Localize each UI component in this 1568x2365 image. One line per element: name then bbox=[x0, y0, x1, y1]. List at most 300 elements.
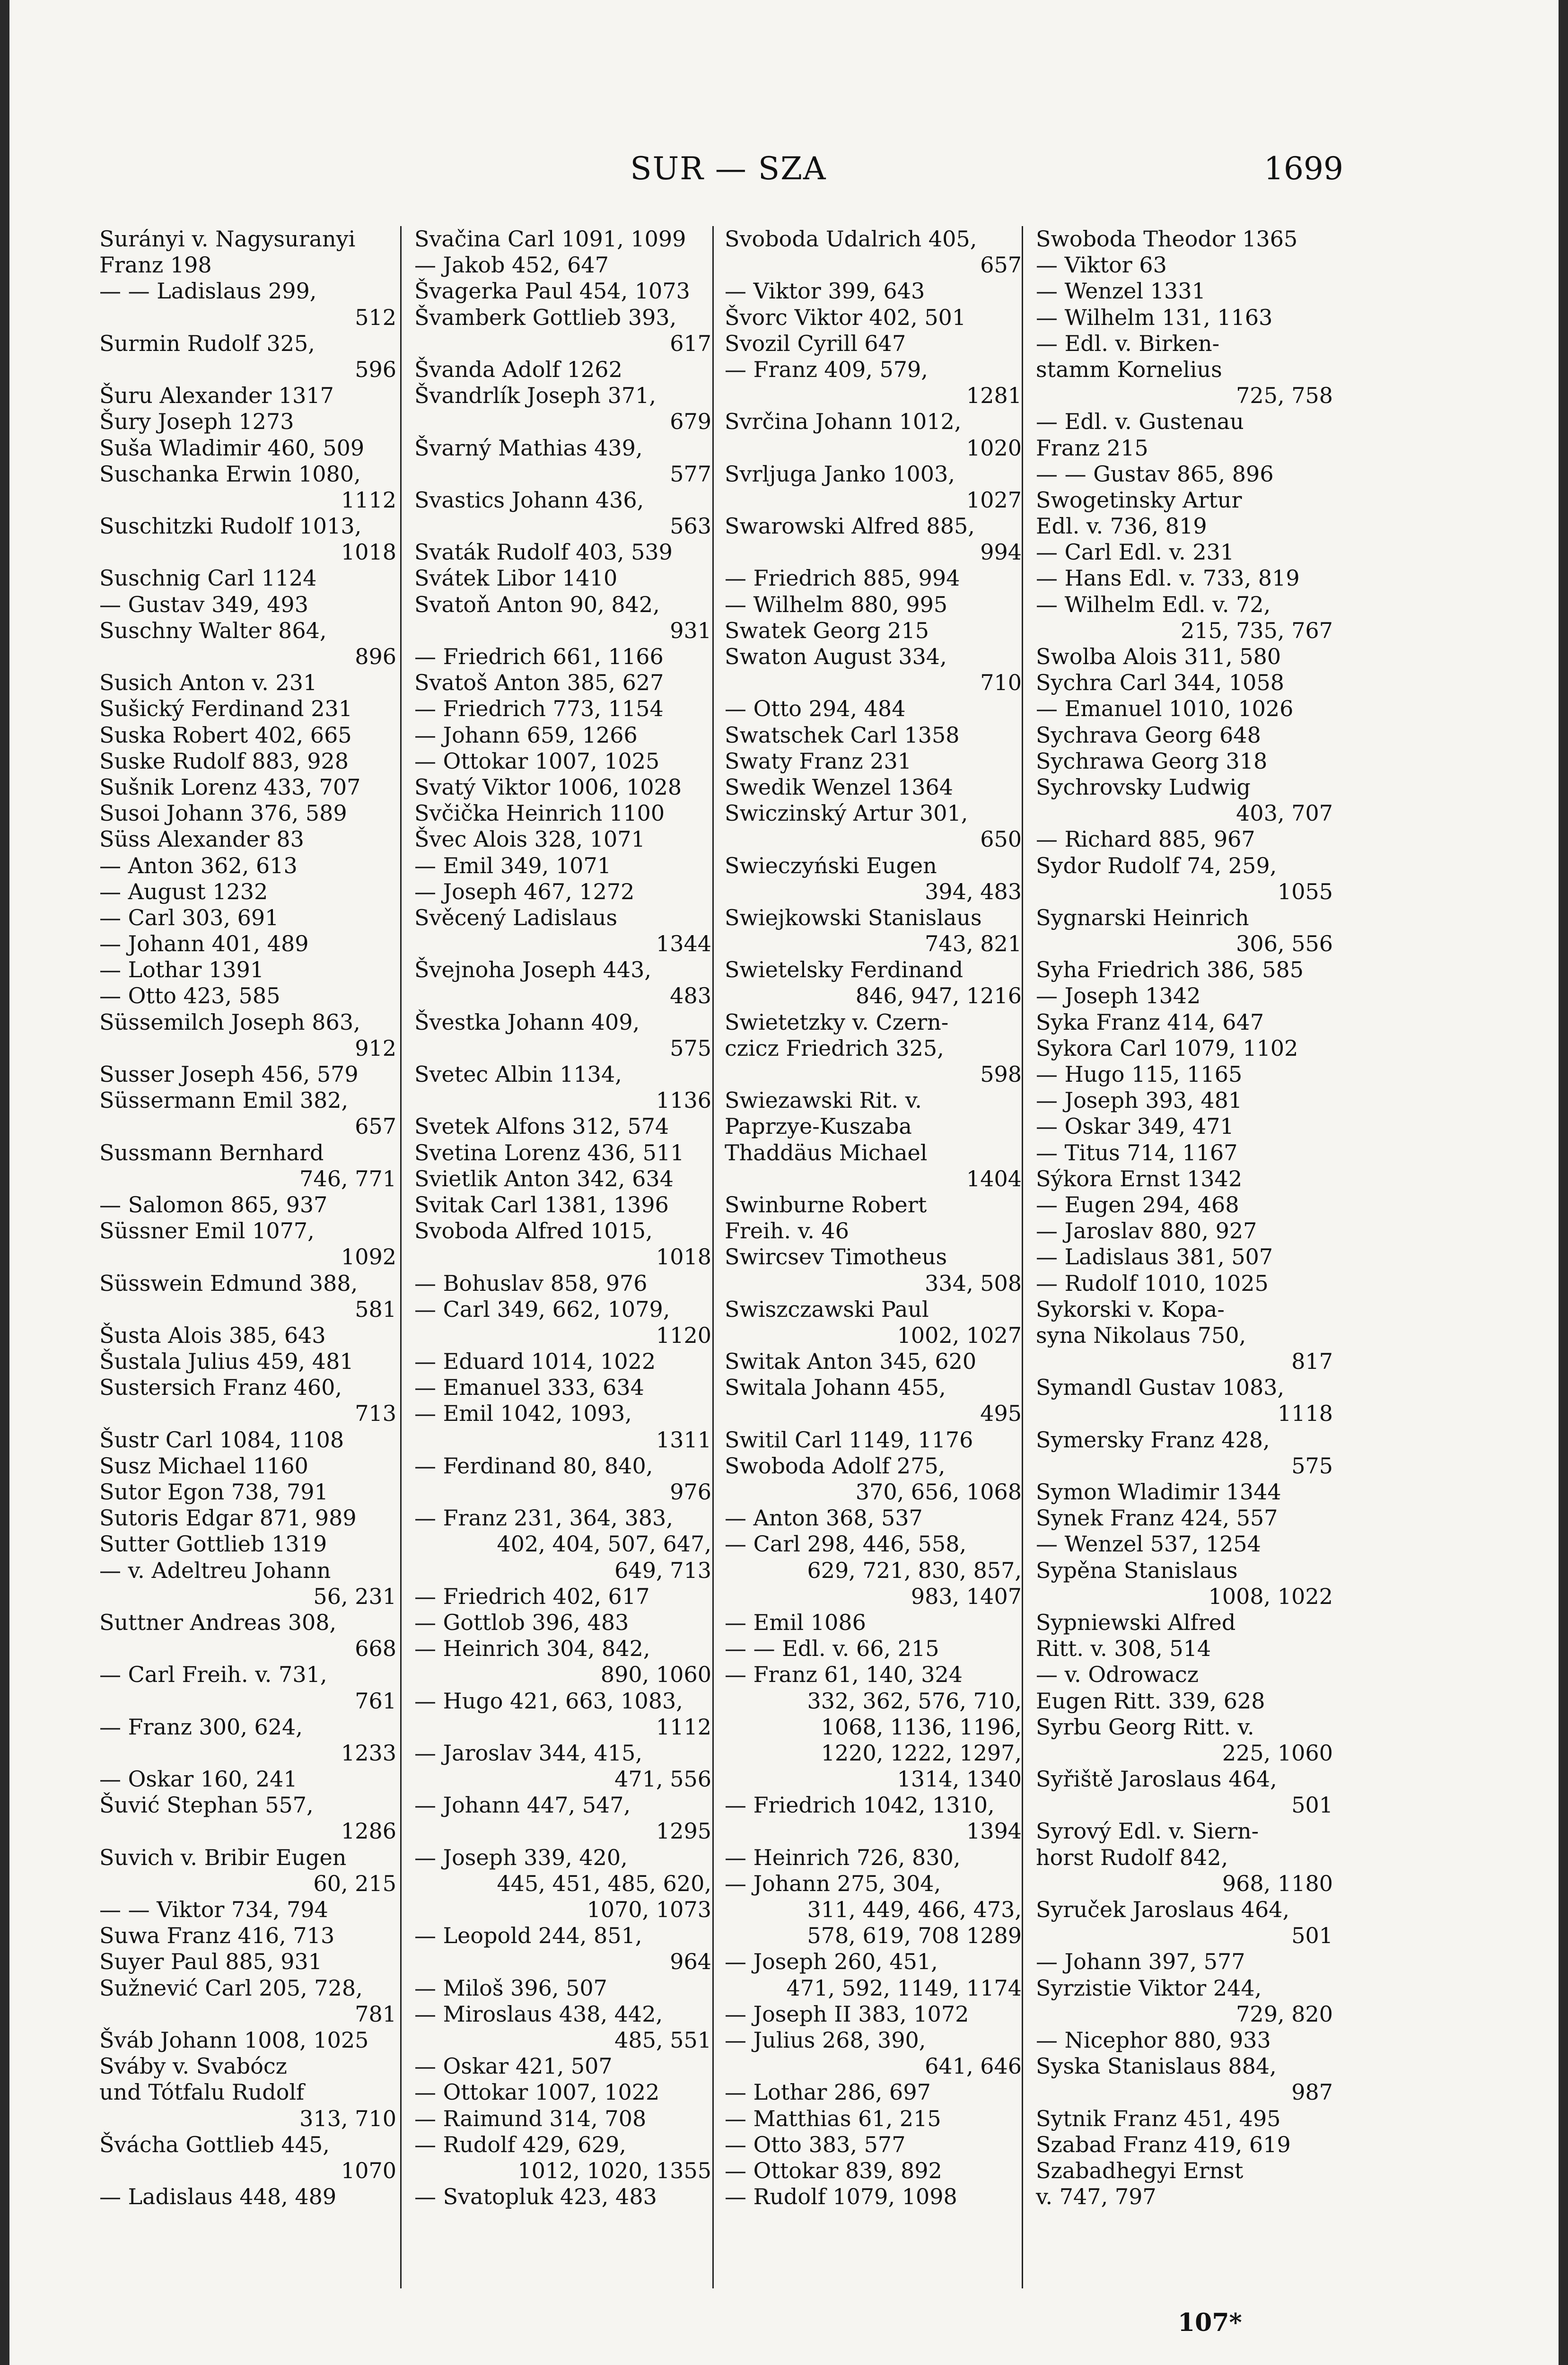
entry-line: — Gottlob 396, 483 bbox=[414, 1609, 629, 1635]
entry-line: Swoboda Theodor 1365 bbox=[1036, 226, 1298, 252]
entry-line: Svatý Viktor 1006, 1028 bbox=[414, 774, 682, 800]
entry-line: — Friedrich 773, 1154 bbox=[414, 696, 664, 722]
entry-line: — Bohuslav 858, 976 bbox=[414, 1270, 648, 1296]
entry-line: Surmin Rudolf 325, bbox=[99, 330, 315, 356]
entry-line: Svetek Alfons 312, 574 bbox=[414, 1113, 669, 1139]
entry-line: — Franz 300, 624, bbox=[99, 1714, 303, 1740]
entry-line: — Heinrich 726, 830, bbox=[725, 1844, 961, 1870]
entry-line: Eugen Ritt. 339, 628 bbox=[1036, 1688, 1265, 1714]
entry-line: Syrzistie Viktor 244, bbox=[1036, 1975, 1262, 2001]
entry-line: Süss Alexander 83 bbox=[99, 826, 304, 852]
entry-line: Franz 198 bbox=[99, 252, 212, 278]
entry-line: — Ladislaus 448, 489 bbox=[99, 2184, 337, 2210]
entry-line: 896 bbox=[355, 644, 396, 669]
entry-line: 311, 449, 466, 473, bbox=[807, 1897, 1022, 1922]
entry-line: — Friedrich 885, 994 bbox=[725, 565, 960, 591]
entry-line: Svčička Heinrich 1100 bbox=[414, 800, 665, 826]
entry-line: Sychra Carl 344, 1058 bbox=[1036, 670, 1284, 696]
entry-line: 912 bbox=[355, 1035, 396, 1061]
entry-line: — Hugo 115, 1165 bbox=[1036, 1061, 1243, 1087]
entry-line: 313, 710 bbox=[299, 2105, 396, 2131]
entry-line: 575 bbox=[670, 1035, 711, 1061]
entry-line: — — Viktor 734, 794 bbox=[99, 1897, 328, 1922]
entry-line: 403, 707 bbox=[1236, 800, 1333, 826]
entry-line: Šuvić Stephan 557, bbox=[99, 1792, 314, 1818]
page-title: SUR — SZA bbox=[630, 150, 827, 187]
entry-line: Syruček Jaroslaus 464, bbox=[1036, 1897, 1290, 1922]
entry-line: Svozil Cyrill 647 bbox=[725, 330, 906, 356]
entry-line: — Carl 303, 691 bbox=[99, 904, 279, 930]
entry-line: Symandl Gustav 1083, bbox=[1036, 1375, 1285, 1401]
entry-line: 306, 556 bbox=[1236, 931, 1333, 957]
entry-line: Sychrawa Georg 318 bbox=[1036, 748, 1268, 774]
entry-line: v. 747, 797 bbox=[1036, 2184, 1156, 2210]
entry-line: 1118 bbox=[1277, 1401, 1333, 1427]
entry-line: Swatschek Carl 1358 bbox=[725, 722, 960, 748]
entry-line: — Leopold 244, 851, bbox=[414, 1923, 642, 1949]
entry-line: Swietelsky Ferdinand bbox=[725, 957, 964, 983]
entry-line: — Lothar 286, 697 bbox=[725, 2079, 931, 2105]
entry-line: 1295 bbox=[656, 1818, 711, 1844]
entry-line: Sužnević Carl 205, 728, bbox=[99, 1975, 363, 2001]
entry-line: Suyer Paul 885, 931 bbox=[99, 1949, 323, 1975]
entry-line: 994 bbox=[980, 539, 1022, 565]
entry-line: Svrčina Johann 1012, bbox=[725, 409, 962, 435]
entry-line: 657 bbox=[980, 252, 1022, 278]
entry-line: Suska Robert 402, 665 bbox=[99, 722, 352, 748]
entry-line: — Rudolf 1079, 1098 bbox=[725, 2184, 957, 2210]
entry-line: — Otto 294, 484 bbox=[725, 696, 906, 722]
entry-line: 617 bbox=[670, 330, 711, 356]
entry-line: — v. Adeltreu Johann bbox=[99, 1557, 331, 1583]
entry-line: — Julius 268, 390, bbox=[725, 2027, 926, 2053]
entry-line: 1394 bbox=[966, 1818, 1022, 1844]
entry-line: 761 bbox=[355, 1688, 396, 1714]
entry-line: Suschitzki Rudolf 1013, bbox=[99, 513, 362, 539]
entry-line: 1068, 1136, 1196, bbox=[821, 1714, 1022, 1740]
entry-line: 563 bbox=[670, 513, 711, 539]
entry-line: Suwa Franz 416, 713 bbox=[99, 1923, 335, 1949]
entry-line: — Joseph 467, 1272 bbox=[414, 878, 635, 904]
entry-line: — Jaroslav 880, 927 bbox=[1036, 1218, 1257, 1244]
entry-line: — Raimund 314, 708 bbox=[414, 2105, 647, 2131]
entry-line: Surányi v. Nagysuranyi bbox=[99, 226, 356, 252]
entry-line: — Viktor 399, 643 bbox=[725, 278, 925, 304]
entry-line: Suschny Walter 864, bbox=[99, 617, 327, 643]
entry-line: — Edl. v. Birken- bbox=[1036, 330, 1220, 356]
entry-line: Švácha Gottlieb 445, bbox=[99, 2131, 330, 2157]
page-number: 1699 bbox=[1264, 150, 1343, 187]
entry-line: — Oskar 160, 241 bbox=[99, 1766, 298, 1792]
entry-line: 657 bbox=[355, 1113, 396, 1139]
entry-line: 1002, 1027 bbox=[897, 1322, 1022, 1348]
entry-line: 1112 bbox=[341, 487, 396, 513]
entry-line: 501 bbox=[1291, 1792, 1333, 1818]
entry-line: 1020 bbox=[966, 435, 1022, 461]
entry-line: — Ladislaus 381, 507 bbox=[1036, 1244, 1273, 1270]
entry-line: 743, 821 bbox=[925, 931, 1022, 957]
entry-line: Syrbu Georg Ritt. v. bbox=[1036, 1714, 1254, 1740]
entry-line: Sykorski v. Kopa- bbox=[1036, 1296, 1225, 1322]
entry-line: Šusta Alois 385, 643 bbox=[99, 1322, 326, 1348]
entry-line: Svoboda Alfred 1015, bbox=[414, 1218, 653, 1244]
entry-line: 629, 721, 830, 857, bbox=[807, 1557, 1022, 1583]
entry-line: Šuru Alexander 1317 bbox=[99, 383, 334, 409]
entry-line: 485, 551 bbox=[614, 2027, 711, 2053]
entry-line: — Jaroslav 344, 415, bbox=[414, 1740, 642, 1766]
entry-line: Sutter Gottlieb 1319 bbox=[99, 1531, 327, 1557]
entry-line: — Viktor 63 bbox=[1036, 252, 1167, 278]
entry-line: Susser Joseph 456, 579 bbox=[99, 1061, 359, 1087]
entry-line: Švestka Johann 409, bbox=[414, 1009, 640, 1035]
entry-line: Swiczinský Artur 301, bbox=[725, 800, 968, 826]
entry-line: 402, 404, 507, 647, bbox=[497, 1531, 711, 1557]
entry-line: — Carl Edl. v. 231 bbox=[1036, 539, 1235, 565]
entry-line: 483 bbox=[670, 983, 711, 1009]
entry-line: — Emil 1086 bbox=[725, 1609, 866, 1635]
entry-line: Sussmann Bernhard bbox=[99, 1139, 324, 1165]
entry-line: Suske Rudolf 883, 928 bbox=[99, 748, 349, 774]
entry-line: 931 bbox=[670, 617, 711, 643]
entry-line: 1220, 1222, 1297, bbox=[821, 1740, 1022, 1766]
entry-line: — Johann 397, 577 bbox=[1036, 1949, 1245, 1975]
entry-line: 578, 619, 708 1289 bbox=[807, 1923, 1022, 1949]
entry-line: 575 bbox=[1291, 1453, 1333, 1479]
entry-line: 1314, 1340 bbox=[897, 1766, 1022, 1792]
entry-line: — Emanuel 333, 634 bbox=[414, 1375, 644, 1401]
entry-line: 215, 735, 767 bbox=[1181, 617, 1333, 643]
entry-line: Swaton August 334, bbox=[725, 644, 947, 669]
entry-line: Suvich v. Bribir Eugen bbox=[99, 1844, 347, 1870]
entry-line: Syrový Edl. v. Siern- bbox=[1036, 1818, 1259, 1844]
column-divider bbox=[400, 226, 402, 2288]
entry-line: 1070, 1073 bbox=[587, 1897, 711, 1922]
entry-line: Franz 215 bbox=[1036, 435, 1148, 461]
entry-line: — — Edl. v. 66, 215 bbox=[725, 1636, 939, 1662]
entry-line: — Joseph 1342 bbox=[1036, 983, 1201, 1009]
entry-line: 1311 bbox=[656, 1427, 711, 1453]
column-divider bbox=[712, 226, 714, 2288]
entry-line: Symon Wladimir 1344 bbox=[1036, 1479, 1281, 1505]
entry-line: Suschnig Carl 1124 bbox=[99, 565, 317, 591]
entry-line: Switil Carl 1149, 1176 bbox=[725, 1427, 973, 1453]
column-3 bbox=[725, 226, 1022, 2210]
entry-line: 577 bbox=[670, 461, 711, 487]
entry-line: — Joseph 339, 420, bbox=[414, 1844, 628, 1870]
entry-line: Symersky Franz 428, bbox=[1036, 1427, 1270, 1453]
entry-line: 641, 646 bbox=[925, 2053, 1022, 2079]
entry-line: Sydor Rudolf 74, 259, bbox=[1036, 852, 1277, 878]
entry-line: — Heinrich 304, 842, bbox=[414, 1636, 650, 1662]
entry-line: 781 bbox=[355, 2001, 396, 2027]
entry-line: Sutor Egon 738, 791 bbox=[99, 1479, 328, 1505]
entry-line: Susich Anton v. 231 bbox=[99, 670, 317, 696]
entry-line: 495 bbox=[980, 1401, 1022, 1427]
entry-line: Šustala Julius 459, 481 bbox=[99, 1349, 354, 1375]
entry-line: 332, 362, 576, 710, bbox=[807, 1688, 1022, 1714]
entry-line: Süsswein Edmund 388, bbox=[99, 1270, 358, 1296]
entry-line: 60, 215 bbox=[313, 1870, 396, 1896]
entry-line: — Gustav 349, 493 bbox=[99, 591, 308, 617]
entry-line: 1018 bbox=[341, 539, 396, 565]
entry-line: 370, 656, 1068 bbox=[855, 1479, 1022, 1505]
entry-line: — Eduard 1014, 1022 bbox=[414, 1349, 656, 1375]
entry-line: — Otto 423, 585 bbox=[99, 983, 280, 1009]
entry-line: — Emanuel 1010, 1026 bbox=[1036, 696, 1294, 722]
entry-line: Svaták Rudolf 403, 539 bbox=[414, 539, 673, 565]
entry-line: 710 bbox=[980, 670, 1022, 696]
entry-line: Švarný Mathias 439, bbox=[414, 435, 643, 461]
entry-line: 968, 1180 bbox=[1222, 1870, 1333, 1896]
entry-line: — Ottokar 839, 892 bbox=[725, 2157, 942, 2183]
entry-line: — Anton 368, 537 bbox=[725, 1505, 923, 1531]
entry-line: 650 bbox=[980, 826, 1022, 852]
entry-line: Svatoň Anton 90, 842, bbox=[414, 591, 660, 617]
entry-line: — Carl 349, 662, 1079, bbox=[414, 1296, 670, 1322]
entry-line: 1055 bbox=[1277, 878, 1333, 904]
entry-line: 1281 bbox=[966, 383, 1022, 409]
entry-line: — Johann 659, 1266 bbox=[414, 722, 638, 748]
entry-line: Svátek Libor 1410 bbox=[414, 565, 618, 591]
column-2 bbox=[414, 226, 711, 2210]
entry-line: 1027 bbox=[966, 487, 1022, 513]
entry-line: 512 bbox=[355, 304, 396, 330]
entry-line: — Rudolf 429, 629, bbox=[414, 2131, 626, 2157]
entry-line: — Oskar 349, 471 bbox=[1036, 1113, 1234, 1139]
entry-line: Paprzye-Kuszaba bbox=[725, 1113, 912, 1139]
directory-page bbox=[9, 0, 1559, 2365]
entry-line: 1018 bbox=[656, 1244, 711, 1270]
entry-line: Švagerka Paul 454, 1073 bbox=[414, 278, 690, 304]
entry-line: Sytnik Franz 451, 495 bbox=[1036, 2105, 1281, 2131]
entry-line: — Hugo 421, 663, 1083, bbox=[414, 1688, 683, 1714]
entry-line: — Otto 383, 577 bbox=[725, 2131, 906, 2157]
entry-line: Syska Stanislaus 884, bbox=[1036, 2053, 1277, 2079]
entry-line: Swietetzky v. Czern- bbox=[725, 1009, 949, 1035]
entry-line: Svetec Albin 1134, bbox=[414, 1061, 622, 1087]
entry-line: 713 bbox=[355, 1401, 396, 1427]
entry-line: 1112 bbox=[656, 1714, 711, 1740]
entry-line: Swieczyński Eugen bbox=[725, 852, 937, 878]
entry-line: — Emil 349, 1071 bbox=[414, 852, 611, 878]
entry-line: Šustr Carl 1084, 1108 bbox=[99, 1427, 344, 1453]
entry-line: — Emil 1042, 1093, bbox=[414, 1401, 632, 1427]
entry-line: Swaty Franz 231 bbox=[725, 748, 912, 774]
entry-line: und Tótfalu Rudolf bbox=[99, 2079, 305, 2105]
entry-line: Swiszczawski Paul bbox=[725, 1296, 929, 1322]
entry-line: — Hans Edl. v. 733, 819 bbox=[1036, 565, 1300, 591]
entry-line: — Friedrich 661, 1166 bbox=[414, 644, 664, 669]
entry-line: 581 bbox=[355, 1296, 396, 1322]
entry-line: — Wilhelm Edl. v. 72, bbox=[1036, 591, 1271, 617]
entry-line: 1233 bbox=[341, 1740, 396, 1766]
entry-line: Szabadhegyi Ernst bbox=[1036, 2157, 1244, 2183]
entry-line: Thaddäus Michael bbox=[725, 1139, 928, 1165]
entry-line: — Miloš 396, 507 bbox=[414, 1975, 607, 2001]
entry-line: Süssner Emil 1077, bbox=[99, 1218, 315, 1244]
entry-line: 729, 820 bbox=[1236, 2001, 1333, 2027]
entry-line: 725, 758 bbox=[1236, 383, 1333, 409]
entry-line: Freih. v. 46 bbox=[725, 1218, 850, 1244]
entry-line: 501 bbox=[1291, 1923, 1333, 1949]
entry-line: 1404 bbox=[966, 1165, 1022, 1191]
entry-line: Swedik Wenzel 1364 bbox=[725, 774, 953, 800]
entry-line: Süssemilch Joseph 863, bbox=[99, 1009, 360, 1035]
entry-line: Swatek Georg 215 bbox=[725, 617, 929, 643]
entry-line: Switala Johann 455, bbox=[725, 1375, 946, 1401]
entry-line: Svietlik Anton 342, 634 bbox=[414, 1165, 674, 1191]
entry-line: stamm Kornelius bbox=[1036, 356, 1222, 382]
entry-line: — Edl. v. Gustenau bbox=[1036, 409, 1244, 435]
entry-line: — Franz 61, 140, 324 bbox=[725, 1662, 963, 1688]
entry-line: Sykora Carl 1079, 1102 bbox=[1036, 1035, 1298, 1061]
column-divider bbox=[1022, 226, 1023, 2288]
entry-line: 225, 1060 bbox=[1222, 1740, 1333, 1766]
entry-line: 394, 483 bbox=[925, 878, 1022, 904]
entry-line: Swircsev Timotheus bbox=[725, 1244, 947, 1270]
entry-line: Sygnarski Heinrich bbox=[1036, 904, 1249, 930]
printer-signature: 107* bbox=[1178, 2308, 1242, 2337]
entry-line: — Salomon 865, 937 bbox=[99, 1191, 328, 1218]
entry-line: Svěcený Ladislaus bbox=[414, 904, 618, 930]
entry-line: — Jakob 452, 647 bbox=[414, 252, 609, 278]
entry-line: 598 bbox=[980, 1061, 1022, 1087]
entry-line: Ritt. v. 308, 514 bbox=[1036, 1636, 1211, 1662]
entry-line: 976 bbox=[670, 1479, 711, 1505]
entry-line: — Franz 409, 579, bbox=[725, 356, 928, 382]
entry-line: Svačina Carl 1091, 1099 bbox=[414, 226, 686, 252]
entry-line: 679 bbox=[670, 409, 711, 435]
entry-line: Switak Anton 345, 620 bbox=[725, 1349, 977, 1375]
entry-line: — Joseph 260, 451, bbox=[725, 1949, 938, 1975]
entry-line: — Johann 401, 489 bbox=[99, 931, 309, 957]
entry-line: Sypniewski Alfred bbox=[1036, 1609, 1236, 1635]
entry-line: — Ottokar 1007, 1025 bbox=[414, 748, 660, 774]
entry-line: Syka Franz 414, 647 bbox=[1036, 1009, 1264, 1035]
entry-line: — Matthias 61, 215 bbox=[725, 2105, 941, 2131]
entry-line: — — Ladislaus 299, bbox=[99, 278, 317, 304]
entry-line: 746, 771 bbox=[299, 1165, 396, 1191]
entry-line: — Joseph 393, 481 bbox=[1036, 1087, 1243, 1113]
entry-line: — Franz 231, 364, 383, bbox=[414, 1505, 673, 1531]
entry-line: Swoboda Adolf 275, bbox=[725, 1453, 946, 1479]
entry-line: — Ottokar 1007, 1022 bbox=[414, 2079, 660, 2105]
entry-line: Švorc Viktor 402, 501 bbox=[725, 304, 966, 330]
entry-line: — v. Odrowacz bbox=[1036, 1662, 1199, 1688]
entry-line: 445, 451, 485, 620, bbox=[497, 1870, 711, 1896]
entry-line: czicz Friedrich 325, bbox=[725, 1035, 944, 1061]
entry-line: Švec Alois 328, 1071 bbox=[414, 826, 645, 852]
entry-line: Swolba Alois 311, 580 bbox=[1036, 644, 1281, 669]
entry-line: — Friedrich 402, 617 bbox=[414, 1583, 650, 1609]
entry-line: 846, 947, 1216 bbox=[855, 983, 1022, 1009]
entry-line: — August 1232 bbox=[99, 878, 268, 904]
entry-line: — Lothar 1391 bbox=[99, 957, 264, 983]
entry-line: 471, 556 bbox=[614, 1766, 711, 1792]
entry-line: Sušnik Lorenz 433, 707 bbox=[99, 774, 361, 800]
entry-line: — Oskar 421, 507 bbox=[414, 2053, 613, 2079]
entry-line: — Carl 298, 446, 558, bbox=[725, 1531, 967, 1557]
entry-line: — Wilhelm 880, 995 bbox=[725, 591, 948, 617]
entry-line: syna Nikolaus 750, bbox=[1036, 1322, 1246, 1348]
entry-line: 1344 bbox=[656, 931, 711, 957]
entry-line: 964 bbox=[670, 1949, 711, 1975]
entry-line: — Wenzel 1331 bbox=[1036, 278, 1206, 304]
entry-line: — Rudolf 1010, 1025 bbox=[1036, 1270, 1269, 1296]
entry-line: 987 bbox=[1291, 2079, 1333, 2105]
entry-line: Sypěna Stanislaus bbox=[1036, 1557, 1238, 1583]
entry-line: Sustersich Franz 460, bbox=[99, 1375, 342, 1401]
entry-line: — Johann 275, 304, bbox=[725, 1870, 941, 1896]
entry-line: 471, 592, 1149, 1174 bbox=[786, 1975, 1022, 2001]
entry-line: Swarowski Alfred 885, bbox=[725, 513, 975, 539]
entry-line: 1136 bbox=[656, 1087, 711, 1113]
entry-line: — Carl Freih. v. 731, bbox=[99, 1662, 327, 1688]
entry-line: — Wenzel 537, 1254 bbox=[1036, 1531, 1261, 1557]
entry-line: Syřiště Jaroslaus 464, bbox=[1036, 1766, 1277, 1792]
entry-line: 668 bbox=[355, 1636, 396, 1662]
entry-line: — Joseph II 383, 1072 bbox=[725, 2001, 969, 2027]
entry-line: Sychrovsky Ludwig bbox=[1036, 774, 1251, 800]
entry-line: 1286 bbox=[341, 1818, 396, 1844]
entry-line: Suschanka Erwin 1080, bbox=[99, 461, 361, 487]
entry-line: 890, 1060 bbox=[600, 1662, 711, 1688]
entry-line: Šváb Johann 1008, 1025 bbox=[99, 2027, 369, 2053]
entry-line: Suttner Andreas 308, bbox=[99, 1609, 337, 1635]
entry-line: — Anton 362, 613 bbox=[99, 852, 298, 878]
entry-line: — Ferdinand 80, 840, bbox=[414, 1453, 653, 1479]
entry-line: Švejnoha Joseph 443, bbox=[414, 957, 652, 983]
entry-line: Susoi Johann 376, 589 bbox=[99, 800, 347, 826]
entry-line: Svastics Johann 436, bbox=[414, 487, 644, 513]
entry-line: — Wilhelm 131, 1163 bbox=[1036, 304, 1273, 330]
entry-line: horst Rudolf 842, bbox=[1036, 1844, 1228, 1870]
entry-line: Švanda Adolf 1262 bbox=[414, 356, 622, 382]
entry-line: Synek Franz 424, 557 bbox=[1036, 1505, 1278, 1531]
entry-line: Svrljuga Janko 1003, bbox=[725, 461, 955, 487]
entry-line: Svoboda Udalrich 405, bbox=[725, 226, 977, 252]
entry-line: Swiejkowski Stanislaus bbox=[725, 904, 982, 930]
entry-line: Sýkora Ernst 1342 bbox=[1036, 1165, 1243, 1191]
entry-line: 596 bbox=[355, 356, 396, 382]
entry-line: 1070 bbox=[341, 2157, 396, 2183]
entry-line: 983, 1407 bbox=[911, 1583, 1022, 1609]
entry-line: Šury Joseph 1273 bbox=[99, 409, 294, 435]
entry-line: — Johann 447, 547, bbox=[414, 1792, 631, 1818]
entry-line: Swogetinsky Artur bbox=[1036, 487, 1242, 513]
entry-line: 334, 508 bbox=[925, 1270, 1022, 1296]
entry-line: Svatoš Anton 385, 627 bbox=[414, 670, 664, 696]
entry-line: Edl. v. 736, 819 bbox=[1036, 513, 1207, 539]
entry-line: — Friedrich 1042, 1310, bbox=[725, 1792, 995, 1818]
entry-line: Susz Michael 1160 bbox=[99, 1453, 308, 1479]
entry-line: — Titus 714, 1167 bbox=[1036, 1139, 1238, 1165]
entry-line: — Miroslaus 438, 442, bbox=[414, 2001, 663, 2027]
entry-line: Sušický Ferdinand 231 bbox=[99, 696, 353, 722]
entry-line: 56, 231 bbox=[313, 1583, 396, 1609]
entry-line: Svitak Carl 1381, 1396 bbox=[414, 1191, 669, 1218]
column-4 bbox=[1036, 226, 1333, 2210]
entry-line: Süssermann Emil 382, bbox=[99, 1087, 349, 1113]
entry-line: Swiezawski Rit. v. bbox=[725, 1087, 922, 1113]
entry-line: — Eugen 294, 468 bbox=[1036, 1191, 1239, 1218]
entry-line: Švandrlík Joseph 371, bbox=[414, 383, 656, 409]
entry-line: 1008, 1022 bbox=[1208, 1583, 1333, 1609]
entry-line: Sváby v. Svabócz bbox=[99, 2053, 287, 2079]
entry-line: Sychrava Georg 648 bbox=[1036, 722, 1261, 748]
page-header bbox=[9, 150, 1559, 207]
entry-line: 1092 bbox=[341, 1244, 396, 1270]
